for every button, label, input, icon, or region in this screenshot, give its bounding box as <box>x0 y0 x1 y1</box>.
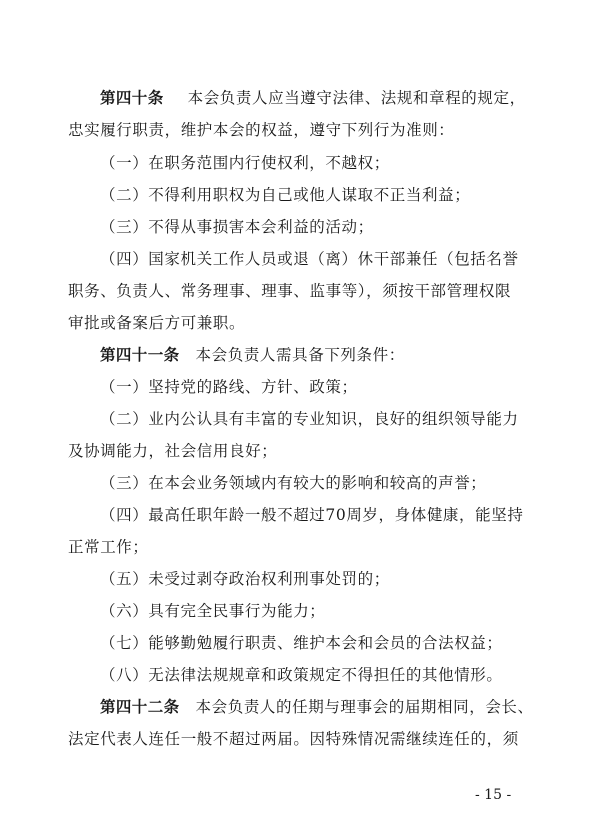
article-40-text-line-1: 本会负责人应当遵守法律、法规和章程的规定， <box>187 89 526 107</box>
article-41-item-2-line-1: （二）业内公认具有丰富的专业知识，良好的组织领导能力 <box>100 410 519 428</box>
article-41-item-8: （八）无法律法规规章和政策规定不得担任的其他情形。 <box>100 666 503 684</box>
article-41-heading: 第四十一条 <box>100 345 180 364</box>
article-40-item-1: （一）在职务范围内行使权利，不越权； <box>100 154 390 172</box>
page-number: - 15 - <box>475 787 512 803</box>
article-42-heading: 第四十二条 <box>100 697 180 716</box>
article-40-first-line <box>0 88 589 108</box>
article-40-item-2: （二）不得利用职权为自己或他人谋取不正当利益； <box>100 186 471 204</box>
article-40-item-4-line-2: 职务、负责人、常务理事、理事、监事等），须按干部管理权限 <box>68 282 512 300</box>
article-41-item-2-line-2: 及协调能力，社会信用良好； <box>68 442 278 460</box>
article-41-item-5: （五）未受过剥夺政治权利刑事处罚的； <box>100 570 390 588</box>
article-41-text-line-1: 本会负责人需具备下列条件： <box>195 346 405 364</box>
article-40-heading: 第四十条 <box>100 88 164 107</box>
article-41-item-3: （三）在本会业务领域内有较大的影响和较高的声誉； <box>100 474 487 492</box>
article-41-first-line <box>0 345 589 365</box>
article-40-item-4-line-1: （四）国家机关工作人员或退（离）休干部兼任（包括名誉 <box>100 250 519 268</box>
article-41-item-7: （七）能够勤勉履行职责、维护本会和会员的合法权益； <box>100 634 503 652</box>
article-42-text-line-1: 本会负责人的任期与理事会的届期相同，会长、 <box>195 698 534 716</box>
article-40-item-4-line-3: 审批或备案后方可兼职。 <box>68 314 246 332</box>
article-41-item-4-line-2: 正常工作； <box>68 538 149 556</box>
article-40-text-line-2: 忠实履行职责，维护本会的权益，遵守下列行为准则： <box>68 121 455 139</box>
article-42-text-line-2: 法定代表人连任一般不超过两届。因特殊情况需继续连任的，须 <box>68 730 519 748</box>
article-41-item-1: （一）坚持党的路线、方针、政策； <box>100 378 358 396</box>
article-40-item-3: （三）不得从事损害本会利益的活动； <box>100 218 374 236</box>
article-41-item-6: （六）具有完全民事行为能力； <box>100 602 326 620</box>
article-41-item-4-line-1: （四）最高任职年龄一般不超过70周岁，身体健康，能坚持 <box>100 506 524 524</box>
article-42-first-line <box>0 697 589 717</box>
